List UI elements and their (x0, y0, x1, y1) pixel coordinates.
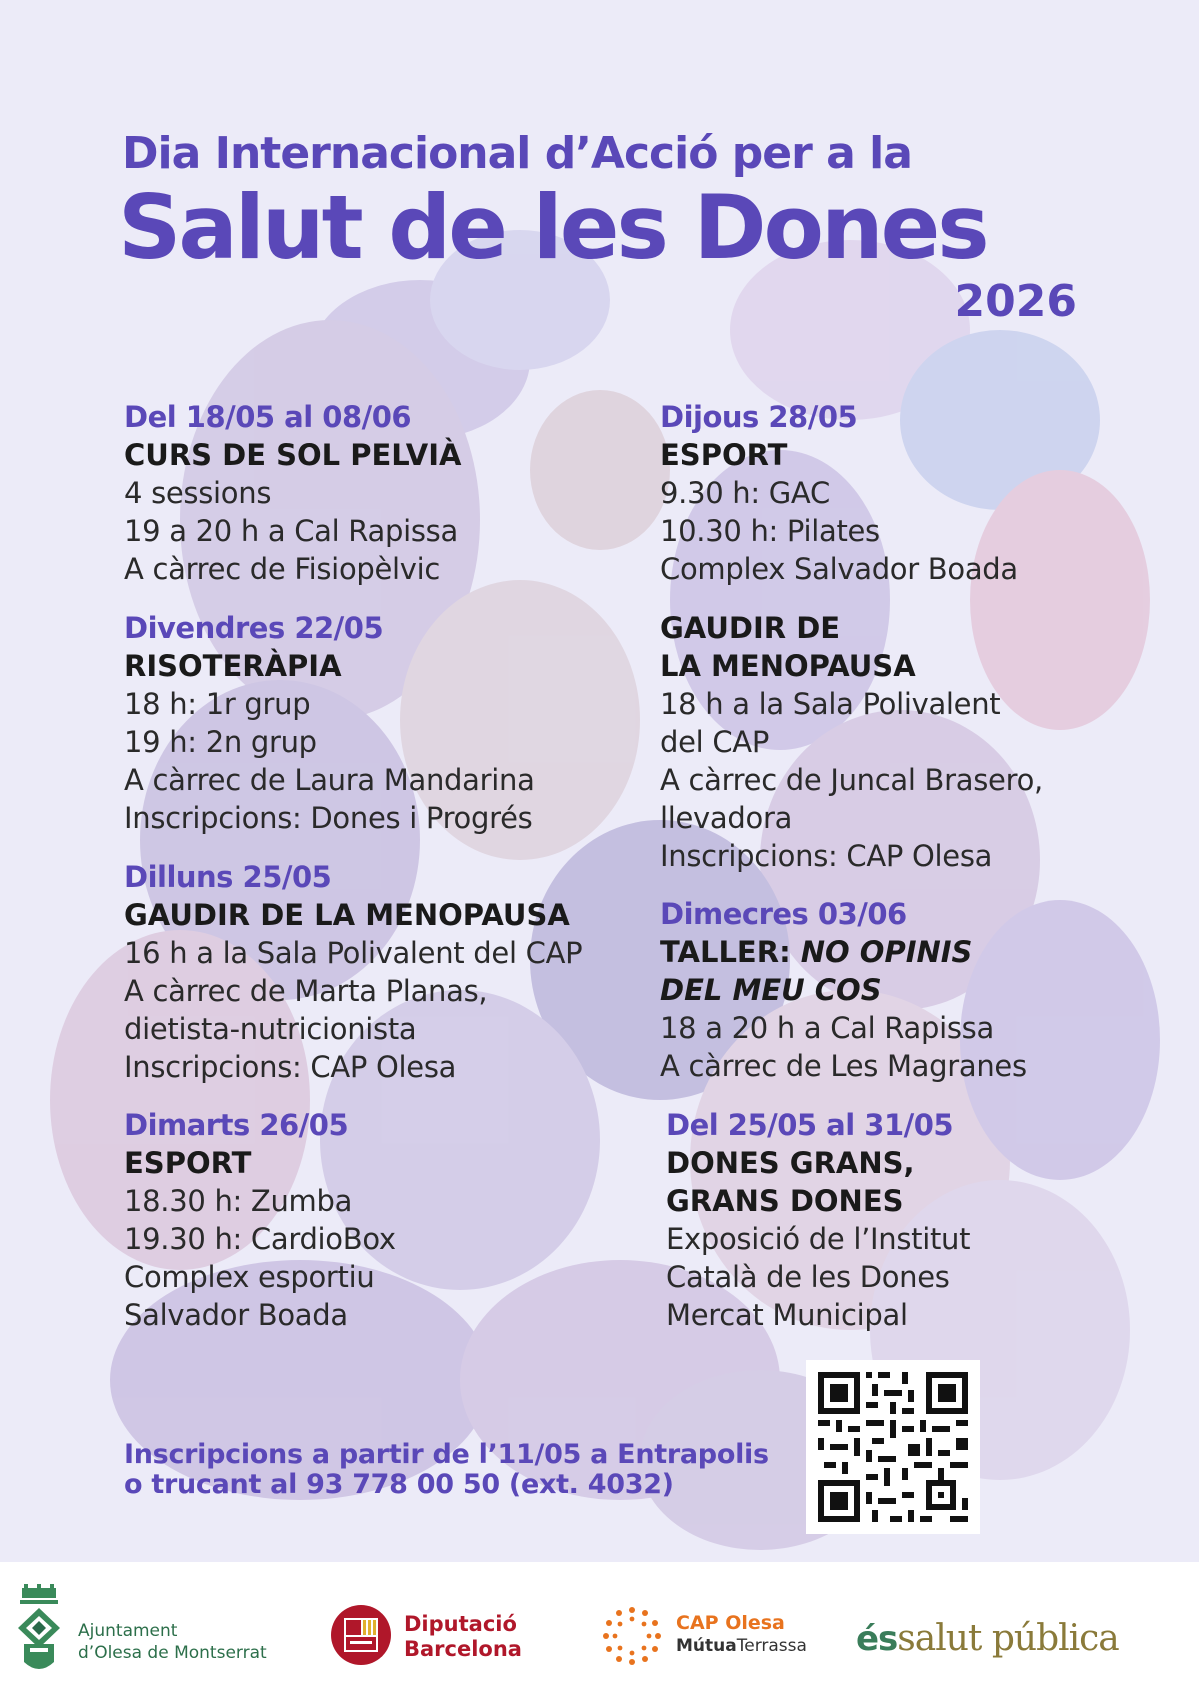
event-line: 18 h a la Sala Polivalent (660, 687, 1001, 721)
cap-olesa-line-1: CAP Olesa (676, 1612, 785, 1634)
event-line: 10.30 h: Pilates (660, 514, 880, 548)
ajuntament-line-2: d’Olesa de Montserrat (78, 1643, 267, 1663)
event-line: llevadora (660, 801, 793, 835)
event-line: Complex Salvador Boada (660, 552, 1018, 586)
event-line: 18.30 h: Zumba (124, 1184, 353, 1218)
event-heading: GAUDIR DE (660, 611, 841, 645)
event-line: 18 a 20 h a Cal Rapissa (660, 1011, 994, 1045)
terrassa-text: Terrassa (736, 1636, 807, 1656)
mutua-text: Mútua (676, 1636, 737, 1656)
event-line: A càrrec de Fisiopèlvic (124, 552, 441, 586)
event-sol-pelvia (124, 398, 604, 588)
diputacio-line-2: Barcelona (404, 1637, 522, 1661)
event-line: 19.30 h: CardioBox (124, 1222, 396, 1256)
registration-line-2: o trucant al 93 778 00 50 (ext. 4032) (124, 1469, 674, 1500)
event-date: Divendres 22/05 (124, 611, 384, 645)
event-heading: CURS DE SOL PELVIÀ (124, 438, 462, 472)
ajuntament-crest-icon (14, 1584, 64, 1676)
ajuntament-text (78, 1620, 267, 1664)
event-line: A càrrec de Juncal Brasero, (660, 763, 1043, 797)
heading-italic: NO OPINIS (800, 935, 973, 969)
heading-italic: DEL MEU COS (660, 973, 882, 1007)
event-line: 19 h: 2n grup (124, 725, 317, 759)
diputacio-logo (330, 1604, 522, 1670)
footer-logos (0, 1562, 1199, 1697)
event-heading: GRANS DONES (666, 1184, 904, 1218)
event-line: 19 a 20 h a Cal Rapissa (124, 514, 458, 548)
event-esport-dijous (660, 398, 1140, 588)
title-line-1: Dia Internacional d’Acció per a la (122, 128, 912, 179)
ajuntament-logo (14, 1584, 267, 1680)
qr-code-icon[interactable] (806, 1360, 980, 1534)
event-date: Del 18/05 al 08/06 (124, 400, 412, 434)
event-line: Salvador Boada (124, 1298, 348, 1332)
event-date: Dimarts 26/05 (124, 1108, 349, 1142)
salut-publica-text: salut pública (897, 1618, 1119, 1659)
event-line: del CAP (660, 725, 770, 759)
event-menopausa-dilluns (124, 858, 604, 1086)
event-line: A càrrec de Laura Mandarina (124, 763, 535, 797)
cap-olesa-text (676, 1612, 807, 1658)
cap-olesa-line-2 (676, 1635, 807, 1658)
event-line: Exposició de l’Institut (666, 1222, 971, 1256)
event-menopausa-cap (660, 609, 1140, 875)
event-line: Inscripcions: CAP Olesa (660, 839, 993, 873)
event-esport-dimarts (124, 1106, 604, 1334)
event-date: Dimecres 03/06 (660, 897, 907, 931)
event-risoterapia (124, 609, 604, 837)
event-line: Complex esportiu (124, 1260, 375, 1294)
event-heading (660, 933, 1140, 971)
qr-code-graphic (806, 1360, 980, 1534)
title-main: Salut de les Dones (118, 176, 987, 279)
event-line: A càrrec de Les Magranes (660, 1049, 1027, 1083)
event-heading: RISOTERÀPIA (124, 649, 342, 683)
event-heading: GAUDIR DE LA MENOPAUSA (124, 898, 570, 932)
event-heading: DONES GRANS, (666, 1146, 915, 1180)
event-heading: ESPORT (660, 438, 788, 472)
event-line: 4 sessions (124, 476, 272, 510)
cap-olesa-sun-icon (600, 1604, 664, 1668)
event-line: A càrrec de Marta Planas, (124, 974, 488, 1008)
event-line: Català de les Dones (666, 1260, 950, 1294)
event-line: 9.30 h: GAC (660, 476, 830, 510)
event-heading (660, 971, 1140, 1009)
heading-prefix: TALLER: (660, 935, 801, 969)
registration-line-1: Inscripcions a partir de l’11/05 a Entrapolis (124, 1439, 769, 1470)
event-taller (660, 895, 1140, 1085)
salut-publica-es: és (856, 1619, 898, 1659)
event-date: Del 25/05 al 31/05 (666, 1108, 954, 1142)
cap-olesa-logo (600, 1604, 807, 1672)
event-date: Dilluns 25/05 (124, 860, 332, 894)
ajuntament-line-1: Ajuntament (78, 1621, 178, 1641)
event-line: 16 h a la Sala Polivalent del CAP (124, 936, 583, 970)
event-heading: LA MENOPAUSA (660, 649, 916, 683)
event-line: Inscripcions: Dones i Progrés (124, 801, 533, 835)
event-line: 18 h: 1r grup (124, 687, 311, 721)
registration-info (124, 1440, 769, 1500)
event-heading: ESPORT (124, 1146, 252, 1180)
diputacio-text (404, 1612, 522, 1662)
event-line: Mercat Municipal (666, 1298, 908, 1332)
salut-publica-logo (856, 1618, 1119, 1659)
diputacio-emblem-icon (330, 1604, 392, 1666)
event-dones-grans (666, 1106, 1146, 1334)
diputacio-line-1: Diputació (404, 1612, 517, 1636)
event-line: dietista-nutricionista (124, 1012, 417, 1046)
title-year: 2026 (954, 276, 1077, 327)
event-date: Dijous 28/05 (660, 400, 858, 434)
event-line: Inscripcions: CAP Olesa (124, 1050, 457, 1084)
